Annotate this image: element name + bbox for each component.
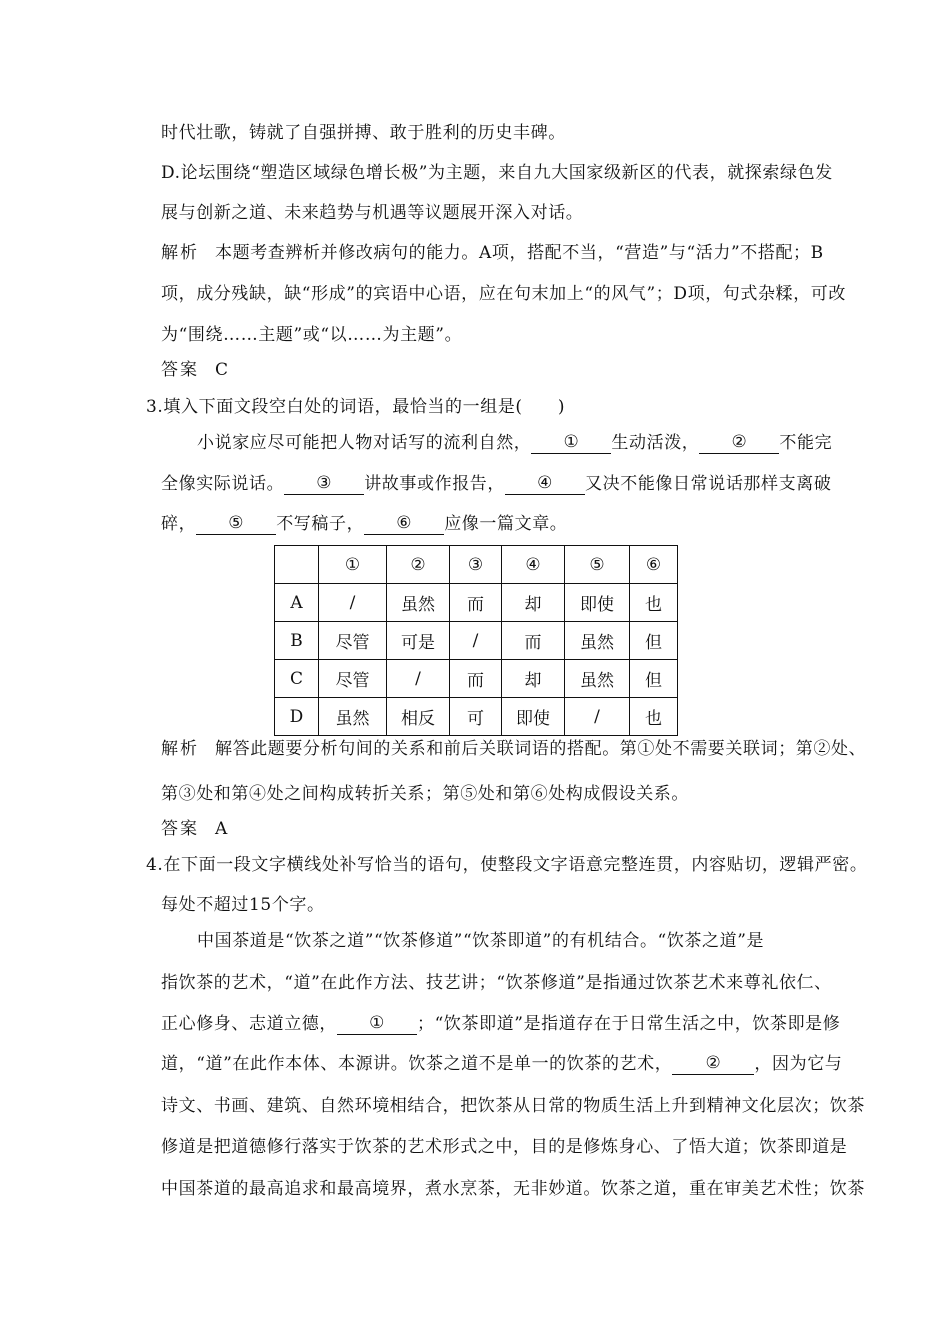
passage-text: 道，“道”在此作本体、本源讲。饮茶之道不是单一的饮茶的艺术，	[161, 1054, 673, 1074]
table-cell: D	[275, 698, 319, 736]
q2-analysis-line-3: 为“围绕……主题”或“以……为主题”。	[161, 325, 463, 345]
blank-3: ③	[284, 473, 364, 495]
table-cell: ⑤	[565, 546, 630, 584]
q4-passage-line-1: 中国茶道是“饮茶之道”“饮茶修道”“饮茶即道”的有机结合。“饮茶之道”是	[197, 931, 765, 951]
passage-text: 生动活泼，	[611, 433, 700, 453]
table-cell: ①	[319, 546, 387, 584]
blank-4: ④	[505, 473, 585, 495]
table-cell	[275, 546, 319, 584]
passage-text: ，因为它与	[754, 1054, 843, 1074]
passage-text: 又决不能像日常说话那样支离破	[585, 474, 832, 494]
table-cell: 也	[630, 584, 678, 622]
table-row	[275, 660, 678, 698]
q4-question-line-2: 每处不超过15个字。	[161, 895, 325, 915]
blank-2: ②	[672, 1053, 754, 1075]
analysis-label: 解析	[161, 739, 199, 759]
table-cell: 而	[450, 584, 502, 622]
blank-6: ⑥	[364, 513, 444, 535]
option-d-line-1: D.论坛围绕“塑造区域绿色增长极”为主题，来自九大国家级新区的代表，就探索绿色发	[161, 163, 833, 183]
q3-question: 3.填入下面文段空白处的词语，最恰当的一组是( )	[146, 397, 566, 417]
passage-text: 小说家应尽可能把人物对话写的流利自然，	[197, 433, 532, 453]
answer-value: A	[215, 819, 228, 839]
table-cell: 尽管	[319, 660, 387, 698]
options-table	[274, 545, 678, 736]
analysis-label: 解析	[161, 243, 199, 263]
q3-answer	[161, 818, 228, 840]
table-cell: 虽然	[387, 584, 450, 622]
q2-analysis-line-1	[161, 242, 824, 264]
option-d-line-2: 展与创新之道、未来趋势与机遇等议题展开深入对话。	[161, 203, 584, 223]
table-row	[275, 698, 678, 736]
table-cell: 却	[502, 660, 565, 698]
table-cell: ④	[502, 546, 565, 584]
q4-passage-line-6: 修道是把道德修行落实于饮茶的艺术形式之中，目的是修炼身心、了悟大道；饮茶即道是	[161, 1137, 848, 1157]
table-cell: B	[275, 622, 319, 660]
answer-value: C	[215, 360, 229, 380]
q3-passage-line-2	[161, 473, 831, 495]
q2-answer	[161, 359, 229, 381]
blank-1: ①	[531, 432, 611, 454]
analysis-text: 解答此题要分析句间的关系和前后关联词语的搭配。第①处不需要关联词；第②处、	[215, 739, 867, 759]
table-cell: 但	[630, 622, 678, 660]
answer-label: 答案	[161, 819, 199, 839]
table-cell: 即使	[502, 698, 565, 736]
table-header-row	[275, 546, 678, 584]
blank-2: ②	[699, 432, 779, 454]
passage-text: ；“饮茶即道”是指道存在于日常生活之中，饮茶即是修	[417, 1014, 841, 1034]
table-cell: 而	[450, 660, 502, 698]
blank-1: ①	[337, 1013, 417, 1035]
passage-text: 不写稿子，	[276, 514, 365, 534]
table-cell: 虽然	[565, 660, 630, 698]
answer-label: 答案	[161, 360, 199, 380]
q4-passage-line-4	[161, 1053, 842, 1075]
passage-text: 全像实际说话。	[161, 474, 285, 494]
q4-passage-line-5: 诗文、书画、建筑、自然环境相结合，把饮茶从日常的物质生活上升到精神文化层次；饮茶	[161, 1096, 865, 1116]
q4-question-line-1: 4.在下面一段文字横线处补写恰当的语句，使整段文字语意完整连贯，内容贴切，逻辑严密。	[146, 855, 868, 875]
table-cell: 虽然	[565, 622, 630, 660]
table-row	[275, 622, 678, 660]
table-cell: 可	[450, 698, 502, 736]
table-cell: /	[565, 698, 630, 736]
q4-passage-line-2: 指饮茶的艺术，“道”在此作方法、技艺讲；“饮茶修道”是指通过饮茶艺术来尊礼依仁、	[161, 973, 832, 993]
table-cell: 尽管	[319, 622, 387, 660]
table-row	[275, 584, 678, 622]
passage-text: 应像一篇文章。	[444, 514, 568, 534]
table-cell: 即使	[565, 584, 630, 622]
q3-analysis-line-2: 第③处和第④处之间构成转折关系；第⑤处和第⑥处构成假设关系。	[161, 784, 689, 804]
table-cell: 可是	[387, 622, 450, 660]
passage-text: 讲故事或作报告，	[364, 474, 506, 494]
q3-passage-line-3	[161, 513, 567, 535]
blank-5: ⑤	[196, 513, 276, 535]
q4-passage-line-3	[161, 1013, 840, 1035]
q3-passage-line-1	[197, 432, 832, 454]
option-c-continuation: 时代壮歌，铸就了自强拼搏、敢于胜利的历史丰碑。	[161, 123, 566, 143]
table-cell: A	[275, 584, 319, 622]
table-cell: 而	[502, 622, 565, 660]
q4-passage-line-7: 中国茶道的最高追求和最高境界，煮水烹茶，无非妙道。饮茶之道，重在审美艺术性；饮茶	[161, 1179, 865, 1199]
table-cell: C	[275, 660, 319, 698]
table-cell: /	[450, 622, 502, 660]
table-cell: 却	[502, 584, 565, 622]
table-cell: ⑥	[630, 546, 678, 584]
table-cell: 虽然	[319, 698, 387, 736]
analysis-text: 本题考查辨析并修改病句的能力。A项，搭配不当，“营造”与“活力”不搭配；B	[215, 243, 824, 263]
q2-analysis-line-2: 项，成分残缺，缺“形成”的宾语中心语，应在句末加上“的风气”；D项，句式杂糅，可改	[161, 284, 846, 304]
table-cell: 相反	[387, 698, 450, 736]
table-cell: /	[387, 660, 450, 698]
table-cell: 也	[630, 698, 678, 736]
passage-text: 正心修身、志道立德，	[161, 1014, 337, 1034]
q3-analysis-line-1	[161, 738, 866, 760]
passage-text: 不能完	[779, 433, 833, 453]
passage-text: 碎，	[161, 514, 197, 534]
table-cell: 但	[630, 660, 678, 698]
table-cell: ②	[387, 546, 450, 584]
table-cell: /	[319, 584, 387, 622]
table-cell: ③	[450, 546, 502, 584]
